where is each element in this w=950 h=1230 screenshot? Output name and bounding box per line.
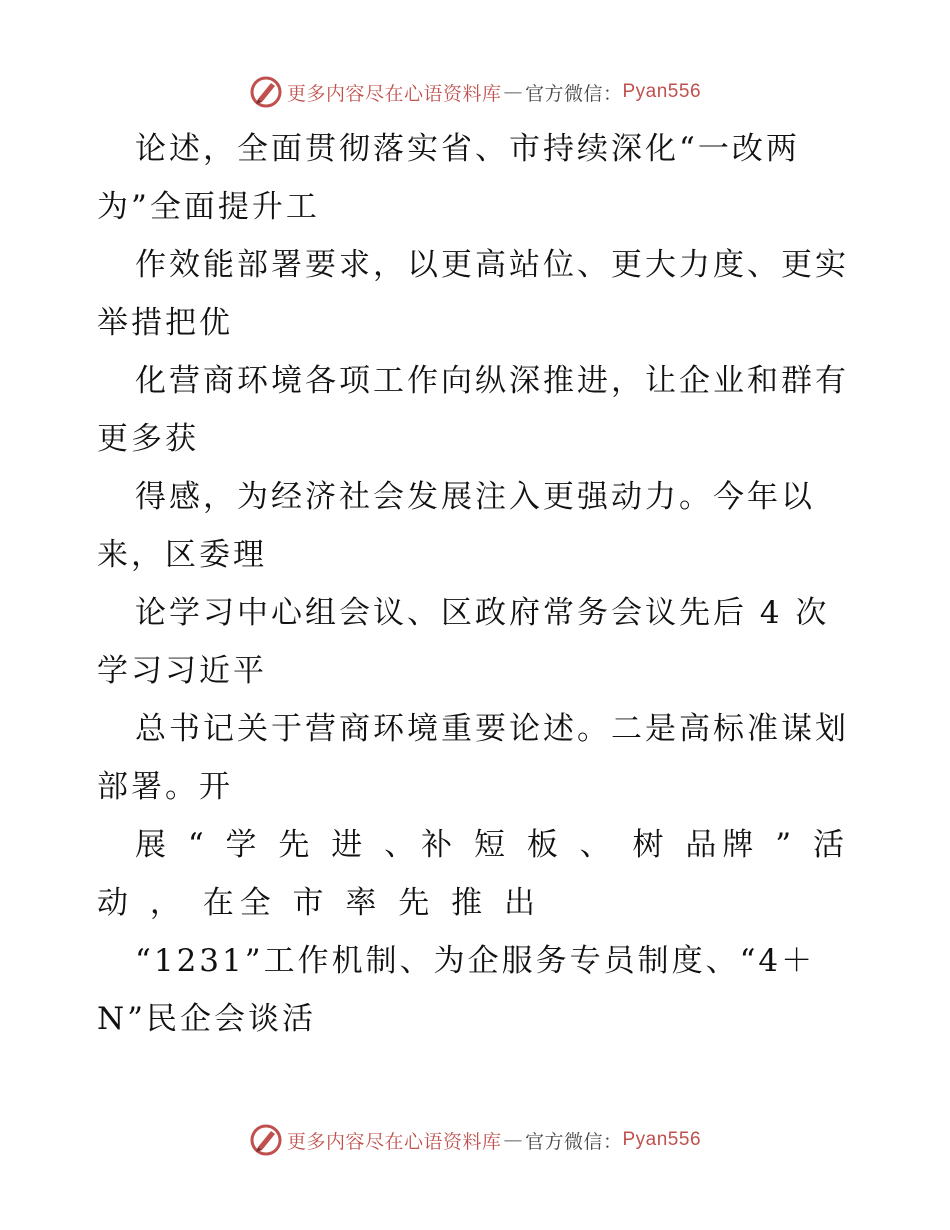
text-line: 论述，全面贯彻落实省、市持续深化“一改两 [135, 131, 800, 167]
text-line: 为”全面提升工 [97, 189, 320, 225]
text-line: 总书记关于营商环境重要论述。二是高标准谋划 [135, 711, 849, 747]
text-line: 部署。开 [97, 769, 233, 805]
text-line: 来，区委理 [97, 537, 267, 573]
document-body [97, 120, 857, 1048]
text-line: 作效能部署要求，以更高站位、更大力度、更实 [135, 247, 849, 283]
text-line: 举措把优 [97, 305, 233, 341]
header-watermark [0, 72, 950, 112]
header-dash: — [503, 81, 523, 103]
text-line: 展 “ 学 先 进 、补 短 板 、 树 品牌 ” 活 [135, 827, 850, 863]
text-line: 学习习近平 [97, 653, 267, 689]
quill-logo-icon [249, 75, 283, 109]
quill-logo-icon [249, 1123, 283, 1157]
header-brand: 更多内容尽在心语资料库 [286, 82, 502, 105]
text-line: 得感，为经济社会发展注入更强动力。今年以 [135, 479, 815, 515]
footer-dash: — [503, 1129, 523, 1151]
header-wechat-label: 官方微信： [524, 82, 623, 105]
text-line: “1231”工作机制、为企服务专员制度、“4＋ [135, 943, 816, 979]
text-line: 动 ， 在全 市 率 先 推 出 [97, 885, 541, 921]
header-wechat-id: Pyan556 [622, 81, 702, 102]
footer-brand: 更多内容尽在心语资料库 [286, 1130, 502, 1153]
text-line: 化营商环境各项工作向纵深推进，让企业和群有 [135, 363, 849, 399]
text-line: 更多获 [97, 421, 199, 457]
footer-wechat-label: 官方微信： [524, 1130, 623, 1153]
text-line: N”民企会谈活 [97, 1001, 316, 1037]
footer-watermark [0, 1120, 950, 1160]
footer-wechat-id: Pyan556 [622, 1129, 702, 1150]
text-line: 论学习中心组会议、区政府常务会议先后 4 次 [135, 595, 830, 631]
